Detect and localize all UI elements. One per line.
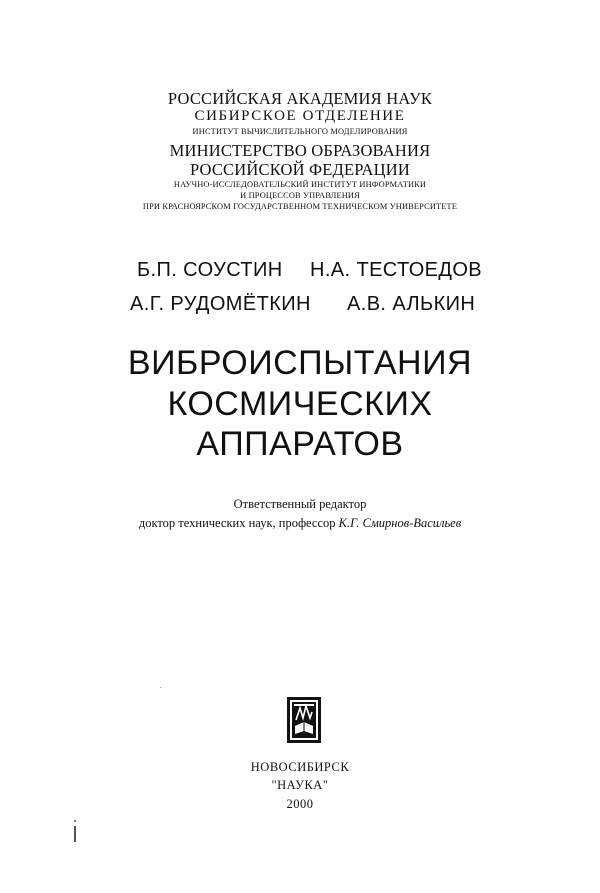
book-title-line3: АППАРАТОВ [196,425,404,463]
book-title-line2: КОСМИЧЕСКИХ [167,385,433,423]
editor-credentials: доктор технических наук, профессор [138,516,336,530]
academy-name: РОССИЙСКАЯ АКАДЕМИЯ НАУК [167,89,433,108]
editor-role: Ответственный редактор [233,497,367,511]
scan-speck [74,820,76,822]
branch-name: СИБИРСКОЕ ОТДЕЛЕНИЕ [194,108,406,124]
imprint-year: 2000 [286,797,314,811]
research-institute-line2: И ПРОЦЕССОВ УПРАВЛЕНИЯ [240,191,360,200]
editor-credentials-line [0,516,600,531]
author-3: А.Г. РУДОМЁТКИН [130,293,311,315]
scan-dot [160,687,161,688]
research-institute-line1: НАУЧНО-ИССЛЕДОВАТЕЛЬСКИЙ ИНСТИТУТ ИНФОРМАТИКИ [173,180,427,189]
editor-name: К.Г. Смирнов-Васильев [338,516,462,530]
ministry-name-line1: МИНИСТЕРСТВО ОБРАЗОВАНИЯ [169,141,431,160]
scan-mark [74,826,76,842]
author-2: Н.А. ТЕСТОЕДОВ [310,259,483,281]
institute-name: ИНСТИТУТ ВЫЧИСЛИТЕЛЬНОГО МОДЕЛИРОВАНИЯ [192,127,408,136]
research-institute-line3: ПРИ КРАСНОЯРСКОМ ГОСУДАРСТВЕННОМ ТЕХНИЧЕСКОМ УНИВЕРСИТЕТЕ [142,202,458,211]
book-emblem-icon [286,696,322,744]
imprint-city: НОВОСИБИРСК [250,760,350,774]
book-title-line1: ВИБРОИСПЫТАНИЯ [127,344,473,382]
imprint-publisher: "НАУКА" [271,778,329,792]
ministry-name-line2: РОССИЙСКОЙ ФЕДЕРАЦИИ [189,160,411,179]
author-4: А.В. АЛЬКИН [347,293,476,315]
author-1: Б.П. СОУСТИН [137,259,283,281]
